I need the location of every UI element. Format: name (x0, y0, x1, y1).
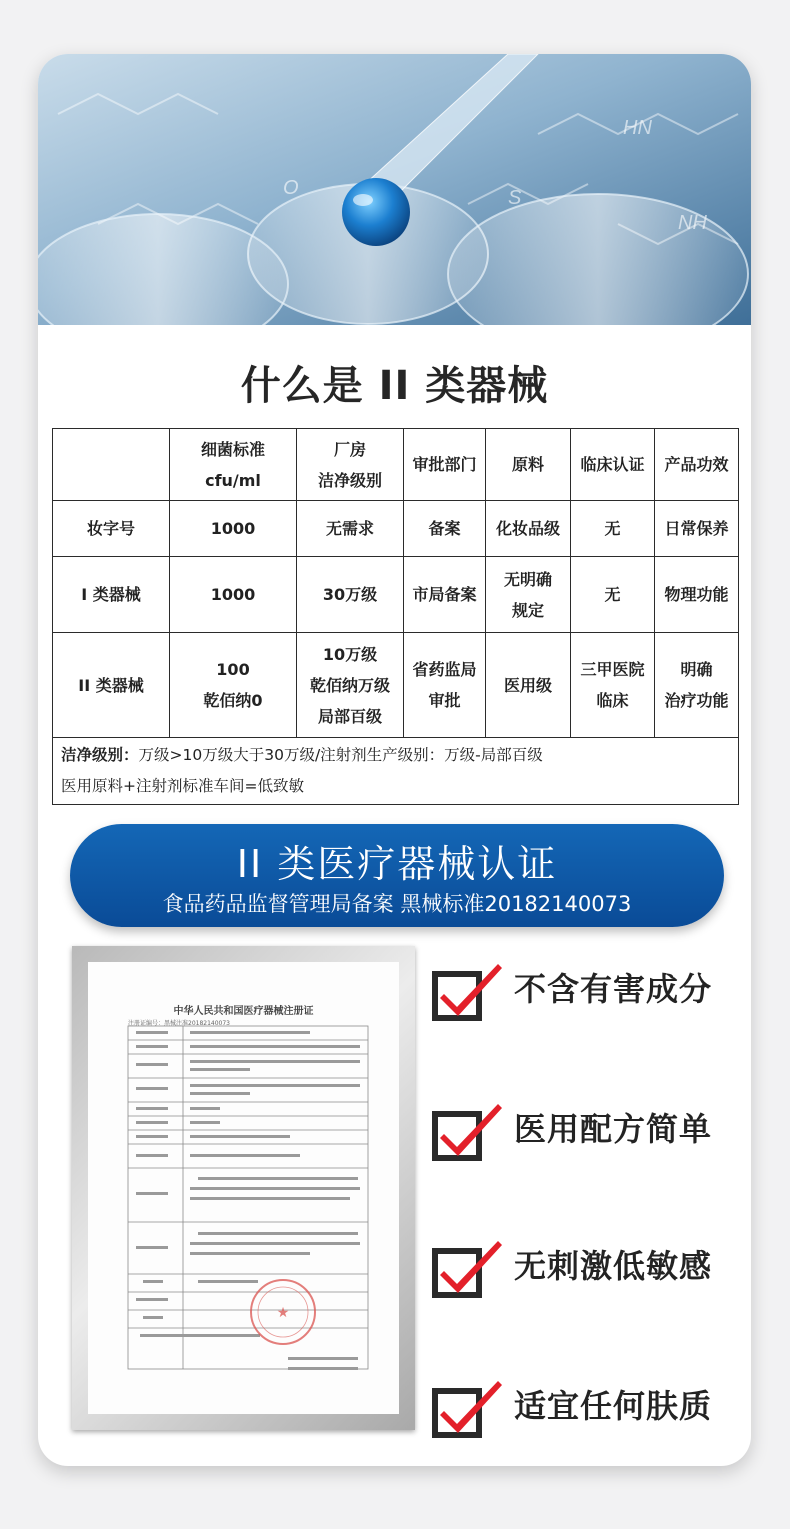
red-checkbox-icon (432, 1237, 504, 1301)
feature-item (432, 1090, 742, 1160)
hero-image (38, 54, 751, 325)
svg-text:S: S (508, 187, 522, 209)
table-row (53, 501, 739, 557)
note-line-2: 医用原料+注射剂标准车间=低致敏 (61, 777, 304, 795)
official-seal (251, 1280, 315, 1344)
table-cell: 日常保养 (655, 501, 739, 557)
svg-text:O: O (283, 177, 299, 199)
lab-glassware-illustration (38, 54, 751, 325)
table-row (53, 633, 739, 738)
comparison-table (52, 428, 739, 805)
table-note-row (53, 738, 739, 805)
page-title: 什么是 II 类器械 (240, 363, 549, 409)
table-row (53, 557, 739, 633)
table-cell: 医用级 (486, 633, 571, 738)
feature-text: 无刺激低敏感 (514, 1247, 713, 1285)
certificate-number: 注册证编号：黑械注准20182140073 (128, 1020, 230, 1027)
table-cell: 无明确 规定 (486, 557, 571, 633)
table-cell: 1000 (170, 501, 297, 557)
red-checkbox-icon (432, 1377, 504, 1441)
feature-item (432, 950, 742, 1020)
table-header-cell: 厂房 洁净级别 (297, 429, 404, 501)
table-cell: I 类器械 (53, 557, 170, 633)
table-cell: II 类器械 (53, 633, 170, 738)
table-cell: 1000 (170, 557, 297, 633)
table-header-row (53, 429, 739, 501)
svg-text:HN: HN (623, 117, 652, 139)
table-cell: 无 (571, 557, 655, 633)
table-cell: 化妆品级 (486, 501, 571, 557)
table-header-cell: 产品功效 (655, 429, 739, 501)
feature-item (432, 1227, 742, 1297)
table-header-cell (53, 429, 170, 501)
table-cell: 物理功能 (655, 557, 739, 633)
note-line-1: 万级>10万级大于30万级/注射剂生产级别：万级-局部百级 (138, 746, 543, 764)
table-cell: 妆字号 (53, 501, 170, 557)
certificate-title: 中华人民共和国医疗器械注册证 (173, 1006, 314, 1017)
certificate-frame (72, 946, 415, 1430)
feature-text: 适宜任何肤质 (514, 1387, 713, 1425)
table-cell: 无需求 (297, 501, 404, 557)
note-label: 洁净级别： (61, 746, 139, 764)
banner-title: II 类医疗器械认证 (236, 842, 558, 886)
table-cell: 30万级 (297, 557, 404, 633)
svg-text:★: ★ (276, 1305, 290, 1321)
feature-text: 医用配方简单 (514, 1110, 713, 1148)
certification-banner (70, 824, 724, 927)
table-cell: 市局备案 (404, 557, 486, 633)
certificate-document (88, 962, 399, 1414)
table-cell: 无 (571, 501, 655, 557)
feature-text: 不含有害成分 (514, 970, 713, 1008)
feature-item (432, 1367, 742, 1437)
table-cell: 10万级 乾佰纳万级 局部百级 (297, 633, 404, 738)
certificate-form-table (88, 962, 399, 1414)
content-card (38, 54, 751, 1466)
table-header-cell: 审批部门 (404, 429, 486, 501)
table-header-cell: 临床认证 (571, 429, 655, 501)
table-cell: 明确 治疗功能 (655, 633, 739, 738)
table-cell: 备案 (404, 501, 486, 557)
banner-subtitle: 食品药品监督管理局备案 黑械标准20182140073 (162, 892, 632, 916)
red-checkbox-icon (432, 1100, 504, 1164)
table-note (53, 738, 739, 805)
table-cell: 三甲医院 临床 (571, 633, 655, 738)
table-header-cell: 原料 (486, 429, 571, 501)
red-checkbox-icon (432, 960, 504, 1024)
table-cell: 100 乾佰纳0 (170, 633, 297, 738)
table-header-cell: 细菌标准 cfu/ml (170, 429, 297, 501)
table-cell: 省药监局 审批 (404, 633, 486, 738)
